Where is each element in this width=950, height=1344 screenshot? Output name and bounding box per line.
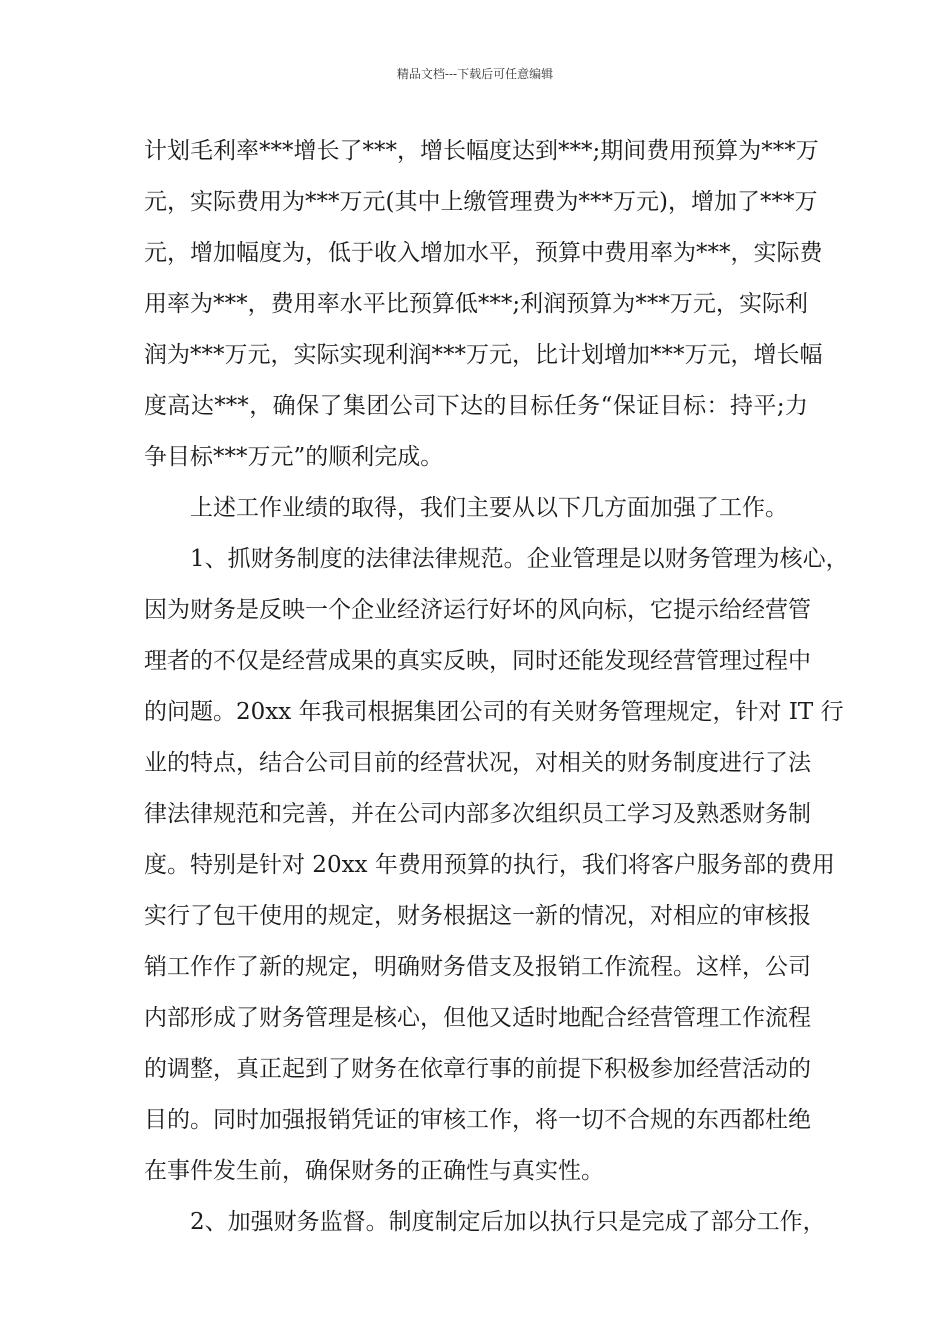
text-line: 内部形成了财务管理是核心，但他又适时地配合经营管理工作流程	[144, 1005, 811, 1031]
text-line: 争目标***万元”的顺利完成。	[144, 444, 444, 470]
text-line: 因为财务是反映一个企业经济运行好坏的风向标，它提示给经营管	[144, 597, 811, 623]
document-body	[144, 126, 849, 1248]
text-line: 目的。同时加强报销凭证的审核工作，将一切不合规的东西都杜绝	[144, 1107, 811, 1133]
text-line: 计划毛利率***增长了***，增长幅度达到***;期间费用预算为***万	[144, 138, 819, 164]
text-line: 律法律规范和完善，并在公司内部多次组织员工学习及熟悉财务制	[144, 801, 811, 827]
paragraph-first-line: 上述工作业绩的取得，我们主要从以下几方面加强了工作。	[190, 495, 788, 521]
page-header: 精品文档---下载后可任意编辑	[396, 67, 554, 81]
text-line: 度高达***，确保了集团公司下达的目标任务“保证目标：持平;力	[144, 393, 808, 419]
text-line: 度。特别是针对 20xx 年费用预算的执行，我们将客户服务部的费用	[144, 852, 835, 878]
text-line: 业的特点，结合公司目前的经营状况，对相关的财务制度进行了法	[144, 750, 811, 776]
paragraph-first-line: 1、抓财务制度的法律法律规范。企业管理是以财务管理为核心，	[190, 546, 849, 572]
text-line: 元，实际费用为***万元(其中上缴管理费为***万元)，增加了***万	[144, 189, 818, 215]
text-line: 的调整，真正起到了财务在依章行事的前提下积极参加经营活动的	[144, 1056, 811, 1082]
paragraph-first-line: 2、加强财务监督。制度制定后加以执行只是完成了部分工作，	[190, 1209, 826, 1235]
text-line: 用率为***，费用率水平比预算低***;利润预算为***万元，实际利	[144, 291, 808, 317]
text-line: 的问题。20xx 年我司根据集团公司的有关财务管理规定，针对 IT 行	[144, 699, 844, 725]
text-line: 销工作作了新的规定，明确财务借支及报销工作流程。这样，公司	[144, 954, 811, 980]
text-line: 元，增加幅度为，低于收入增加水平，预算中费用率为***，实际费	[144, 240, 823, 266]
text-line: 实行了包干使用的规定，财务根据这一新的情况，对相应的审核报	[144, 903, 811, 929]
text-line: 在事件发生前，确保财务的正确性与真实性。	[144, 1158, 604, 1184]
text-line: 润为***万元，实际实现利润***万元，比计划增加***万元，增长幅	[144, 342, 823, 368]
text-line: 理者的不仅是经营成果的真实反映，同时还能发现经营管理过程中	[144, 648, 811, 674]
